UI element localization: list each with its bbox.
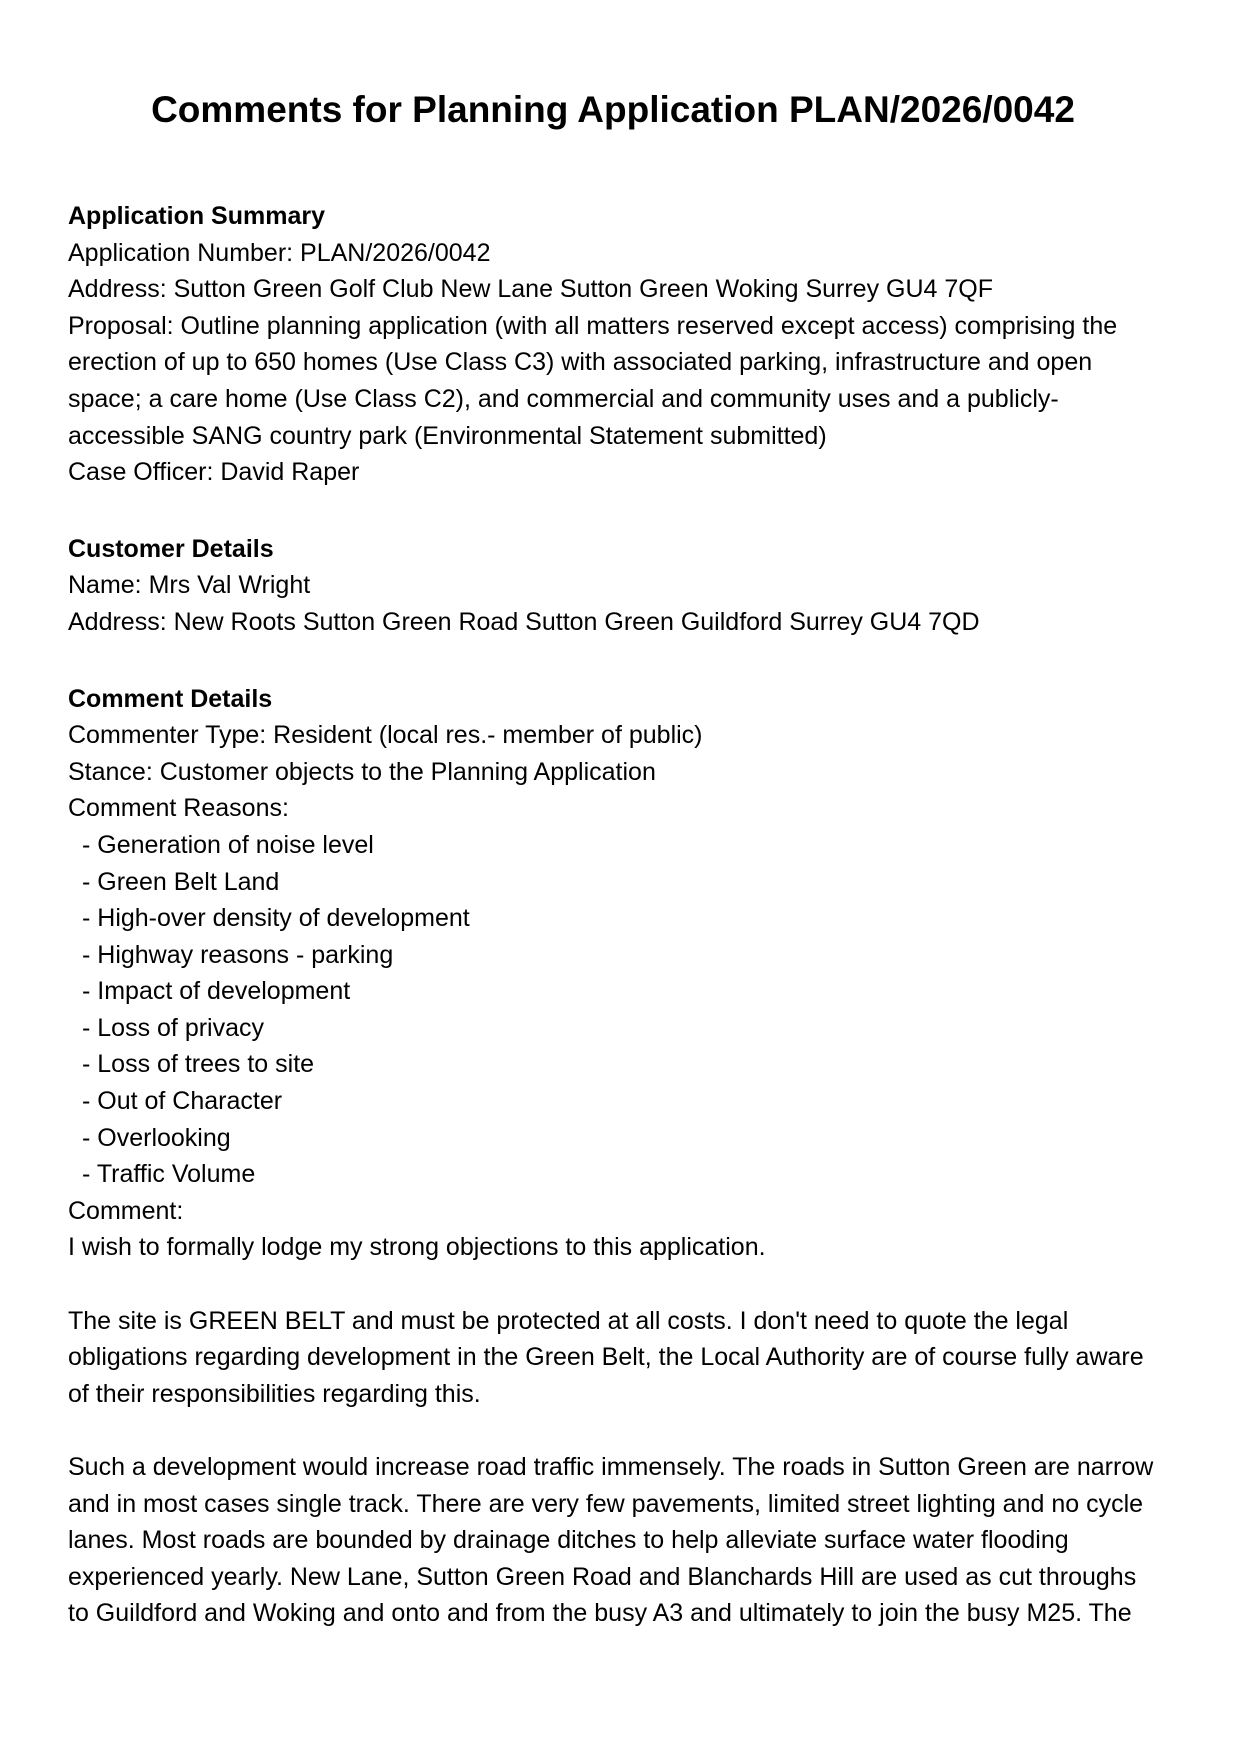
comment-reason-item: - Generation of noise level bbox=[82, 830, 374, 859]
commenter-type: Commenter Type: Resident (local res.- member of public) bbox=[68, 721, 703, 750]
application-number: Application Number: PLAN/2026/0042 bbox=[68, 238, 491, 267]
comment-reason-item: - Green Belt Land bbox=[82, 867, 280, 896]
application-summary-heading: Application Summary bbox=[68, 202, 325, 230]
commenter-stance: Stance: Customer objects to the Planning Application bbox=[68, 757, 656, 786]
comment-label: Comment: bbox=[68, 1196, 184, 1225]
comment-reasons-label: Comment Reasons: bbox=[68, 794, 289, 823]
comment-reason-item: - Highway reasons - parking bbox=[82, 940, 394, 969]
customer-name: Name: Mrs Val Wright bbox=[68, 571, 311, 600]
comment-reason-item: - Impact of development bbox=[82, 977, 351, 1006]
application-address: Address: Sutton Green Golf Club New Lane Sutton Green Woking Surrey GU4 7QF bbox=[68, 275, 993, 304]
comment-reason-item: - High-over density of development bbox=[82, 904, 470, 933]
comment-paragraph: I wish to formally lodge my strong objections to this application. bbox=[68, 1233, 766, 1262]
application-proposal: Proposal: Outline planning application (with all matters reserved except access) comprising the erection of up to 650 homes (Use Class C3) with associated parking, infrastructure and open space; a care home (Use Class C2), and commercial and community uses and a publicly-accessible SANG country park (Environmental Statement submitted) bbox=[68, 311, 1118, 450]
page-title: Comments for Planning Application PLAN/2026/0042 bbox=[151, 89, 1075, 130]
comment-paragraph: Such a development would increase road traffic immensely. The roads in Sutton Green are narrow and in most cases single track. There are very few pavements, limited street lighting and no cycle lanes. Most roads are bounded by drainage ditches to help alleviate surface water flooding experienced yearly. New Lane, Sutton Green Road and Blanchards Hill are used as cut throughs to Guildford and Woking and onto and from the busy A3 and ultimately to join the busy M25. The bbox=[68, 1453, 1154, 1628]
comment-details-heading: Comment Details bbox=[68, 684, 273, 713]
comment-reason-item: - Overlooking bbox=[82, 1123, 231, 1152]
comment-reason-item: - Out of Character bbox=[82, 1087, 283, 1116]
comment-reason-item: - Traffic Volume bbox=[82, 1160, 256, 1189]
customer-address: Address: New Roots Sutton Green Road Sutton Green Guildford Surrey GU4 7QD bbox=[68, 607, 980, 636]
customer-details-heading: Customer Details bbox=[68, 534, 274, 563]
comment-details-section bbox=[68, 681, 1158, 1632]
comment-reasons-list bbox=[68, 827, 1158, 1193]
application-summary-section bbox=[68, 198, 1158, 491]
case-officer: Case Officer: David Raper bbox=[68, 458, 360, 487]
comment-reason-item: - Loss of trees to site bbox=[82, 1050, 315, 1079]
customer-details-section bbox=[68, 531, 1158, 641]
comment-body bbox=[68, 1229, 1158, 1632]
comment-paragraph: The site is GREEN BELT and must be protected at all costs. I don't need to quote the legal obligations regarding development in the Green Belt, the Local Authority are of course fully aware of their responsibilities regarding this. bbox=[68, 1306, 1144, 1408]
comment-reason-item: - Loss of privacy bbox=[82, 1013, 265, 1042]
